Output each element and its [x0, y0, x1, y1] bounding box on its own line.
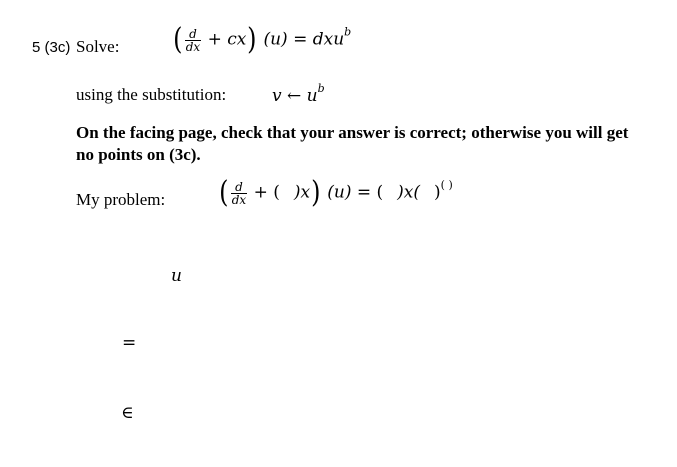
- work-u-symbol: u: [171, 266, 182, 286]
- mp-equals-sign: =: [356, 182, 372, 203]
- work-equals-symbol: =: [122, 333, 137, 353]
- sub-rhs-base: u: [306, 86, 318, 106]
- substitution-expression: [272, 82, 325, 106]
- right-paren: ): [247, 22, 257, 57]
- plus-sign: +: [207, 29, 222, 50]
- mp-plus-sign: +: [253, 182, 268, 203]
- substitution-label: using the substitution:: [76, 85, 227, 104]
- mp-left-paren: (: [219, 175, 229, 210]
- mp-right-paren: ): [311, 175, 321, 210]
- mp-rhs-exponent: ( ): [440, 178, 453, 192]
- rhs-exponent: b: [344, 25, 352, 39]
- mp-rhs-open: (: [376, 182, 384, 203]
- mp-operand: (u): [327, 182, 352, 203]
- mp-frac-denominator: dx: [231, 192, 247, 207]
- mp-open-blank: (: [273, 182, 280, 203]
- sub-rhs-exponent: b: [317, 82, 325, 95]
- question-number: 5 (3c): [32, 39, 71, 56]
- mp-frac-numerator: d: [235, 179, 243, 194]
- sub-lhs: v: [272, 86, 282, 106]
- left-arrow: ←: [287, 86, 302, 106]
- rhs-base: dxu: [312, 29, 345, 50]
- instruction-text: On the facing page, check that your answer is correct; otherwise you will get no points on (3c).: [76, 123, 629, 164]
- operand-u: (u): [263, 29, 288, 50]
- mp-rhs-close: ): [434, 182, 441, 203]
- derivative-fraction: [185, 28, 201, 53]
- my-problem-label: My problem:: [76, 190, 166, 209]
- my-problem-equation: [218, 175, 453, 210]
- frac-numerator: d: [189, 26, 197, 41]
- mp-close-x: )x: [293, 182, 311, 203]
- given-equation: [172, 22, 352, 57]
- work-element-of-symbol: ∈: [121, 403, 134, 423]
- frac-denominator: dx: [185, 39, 201, 54]
- left-paren: (: [173, 22, 183, 57]
- mp-rhs-close-x: )x(: [397, 182, 421, 203]
- solve-label: Solve:: [76, 37, 120, 56]
- equals-sign: =: [293, 29, 308, 50]
- cx-term: cx: [227, 29, 247, 50]
- mp-derivative-fraction: [231, 181, 247, 206]
